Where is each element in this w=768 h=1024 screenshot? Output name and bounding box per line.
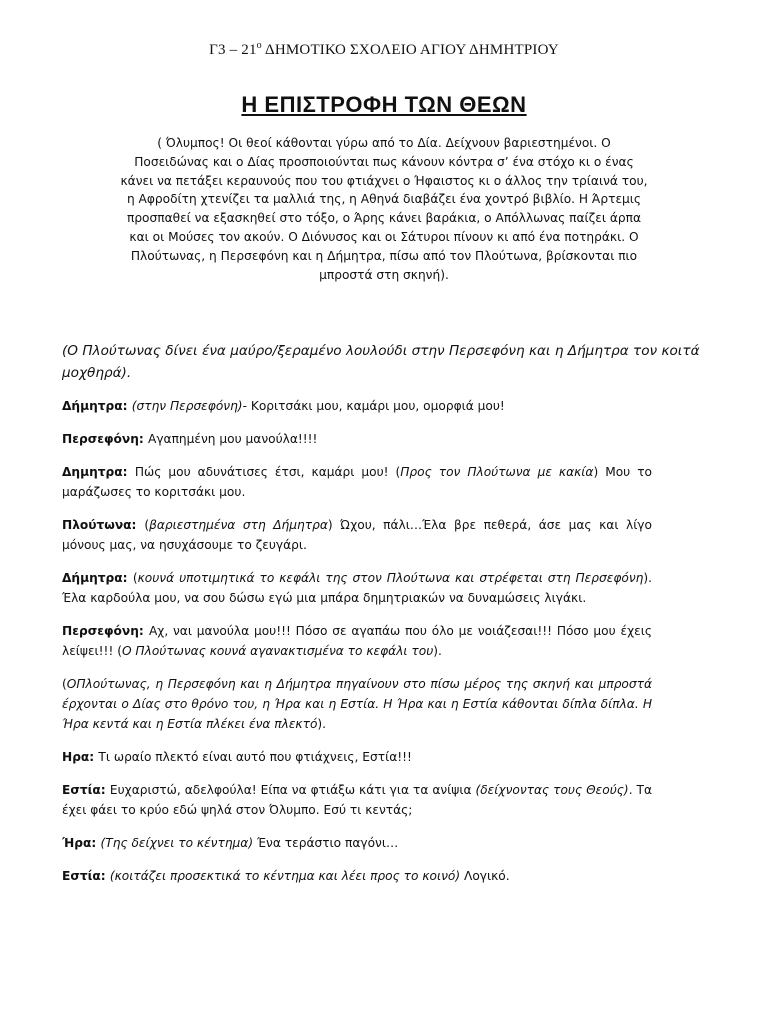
line-text: Πώς μου αδυνάτισες έτσι, καμάρι μου! ( (134, 465, 401, 479)
stage-direction-text: Προς τον Πλούτωνα με κακία (400, 465, 594, 479)
line-text: ). (433, 644, 442, 658)
line-text: Ένα τεράστιο παγόνι… (253, 836, 399, 850)
speaker-name: Περσεφόνη: (62, 432, 148, 446)
line-text: ). Έλα καρδούλα μου, να σου δώσω εγώ μια μπάρα δημητριακών να δυναμώσεις λιγάκι. (62, 571, 652, 605)
dialogue-line (62, 780, 652, 820)
dialogue-line (62, 866, 652, 886)
stage-direction: (Ο Πλούτωνας δίνει ένα μαύρο/ξεραμένο λουλούδι στην Περσεφόνη και η Δήμητρα τον κοιτά μοχθηρά). (62, 343, 700, 381)
line-text: ) Μου το μαράζωσες το κοριτσάκι μου. (62, 465, 652, 499)
line-text: Αγαπημένη μου μανούλα!!!! (148, 432, 318, 446)
line-text: ( (62, 677, 67, 691)
line-text: ) Ώχου, πάλι…Έλα βρε πεθερά, άσε μας και λίγο μόνους μας, να ησυχάσουμε το ζευγάρι. (62, 518, 652, 552)
speaker-name: Περσεφόνη: (62, 624, 149, 638)
speaker-name: Δήμητρα: (62, 399, 132, 413)
dialogue-line (62, 429, 652, 449)
dialogue-line (62, 515, 652, 555)
stage-direction-text: βαριεστημένα στη Δήμητρα (149, 518, 328, 532)
dialogue-line (62, 747, 652, 767)
speaker-name: Δημητρα: (62, 465, 135, 479)
header-text: Γ3 – 21 (209, 42, 257, 58)
line-text: Τι ωραίο πλεκτό είναι αυτό που φτιάχνεις, Εστία!!! (98, 750, 412, 764)
line-text: ). (317, 717, 327, 731)
line-text: Αχ, ναι μανούλα μου!!! Πόσο σε αγαπάω που όλο με νοιάζεσαι!!! Πόσο μου έχεις λείψει!!! ( (62, 624, 652, 658)
line-text: ( (144, 518, 150, 532)
speaker-name: Εστία: (62, 869, 110, 883)
dialogue-line (62, 396, 652, 416)
stage-direction-text: κουνά υποτιμητικά το κεφάλι της στον Πλούτωνα και στρέφεται στη Περσεφόνη (137, 571, 644, 585)
intro-stage-direction: ( Όλυμπος! Οι θεοί κάθονται γύρω από το Δία. Δείχνουν βαριεστημένοι. Ο Ποσειδώνας και ο Δίας προσποιούνται πως κάνουν κόντρα σ’ ένα στόχο κι ο ένας κάνει να πετάξει κεραυνούς που του φτιάχνει ο Ήφαιστος κι ο άλλος την τρίαινά του, η Αφροδίτη χτενίζει τα μαλλιά της, η Αθηνά διαβάζει ένα χοντρό βιβλίο. Η Άρτεμις προσπαθεί να εξασκηθεί στο τόξο, ο Άρης κάνει βαράκια, ο Απόλλωνας παίζει άρπα και οι Μούσες τον ακούν. Ο Διόνυσος και οι Σάτυροι πίνουν κι από ένα ποτηράκι. Ο Πλούτωνας, η Περσεφόνη και η Δήμητρα, πίσω από τον Πλούτωνα, βρίσκονται πιο μπροστά στη σκηνή). (120, 136, 648, 282)
speaker-name: Δήμητρα: (62, 571, 133, 585)
speaker-name: Εστία: (62, 783, 110, 797)
stage-direction-text: (δείχνοντας τους Θεούς) (475, 783, 629, 797)
speaker-name: Ηρα: (62, 750, 99, 764)
dialogue (62, 396, 652, 899)
line-text: Ευχαριστώ, αδελφούλα! Είπα να φτιάξω κάτι για τα ανίψια (109, 783, 476, 797)
dialogue-line (62, 568, 652, 608)
line-text: . Τα έχει φάει το κρύο εδώ ψηλά στον Όλυμπο. Εσύ τι κεντάς; (62, 783, 652, 817)
stage-direction-text: Ο Πλούτωνας κουνά αγανακτισμένα το κεφάλι του (121, 644, 434, 658)
school-header (0, 40, 768, 59)
dialogue-line (62, 621, 652, 661)
stage-direction-text: (κοιτάζει προσεκτικά το κέντημα και λέει προς το κοινό) (109, 869, 461, 883)
stage-direction-text: (στην Περσεφόνη) (131, 399, 243, 413)
line-text: Λογικό. (460, 869, 510, 883)
speaker-name: Ήρα: (62, 836, 101, 850)
header-school-name: ΔΗΜΟΤΙΚΟ ΣΧΟΛΕΙΟ ΑΓΙΟΥ ΔΗΜΗΤΡΙΟΥ (261, 42, 559, 58)
dialogue-line (62, 833, 652, 853)
stage-direction-text: (Της δείχνει το κέντημα) (100, 836, 254, 850)
page-title: Η ΕΠΙΣΤΡΟΦΗ ΤΩΝ ΘΕΩΝ (241, 92, 527, 117)
line-text: ( (132, 571, 138, 585)
speaker-name: Πλούτωνα: (62, 518, 145, 532)
stage-direction-text: ΟΠλούτωνας, η Περσεφόνη και η Δήμητρα πηγαίνουν στο πίσω μέρος της σκηνή και μπροστά έρχονται ο Δίας στο θρόνο του, η Ήρα και η Εστία. Η Ήρα και η Εστία κάθονται δίπλα δίπλα. Η Ήρα κεντά και η Εστία πλέκει ένα πλεκτό (62, 677, 652, 731)
line-text: - Κοριτσάκι μου, καμάρι μου, ομορφιά μου! (242, 399, 505, 413)
dialogue-line (62, 674, 652, 734)
header-superscript: ο (256, 40, 262, 51)
dialogue-line (62, 462, 652, 502)
